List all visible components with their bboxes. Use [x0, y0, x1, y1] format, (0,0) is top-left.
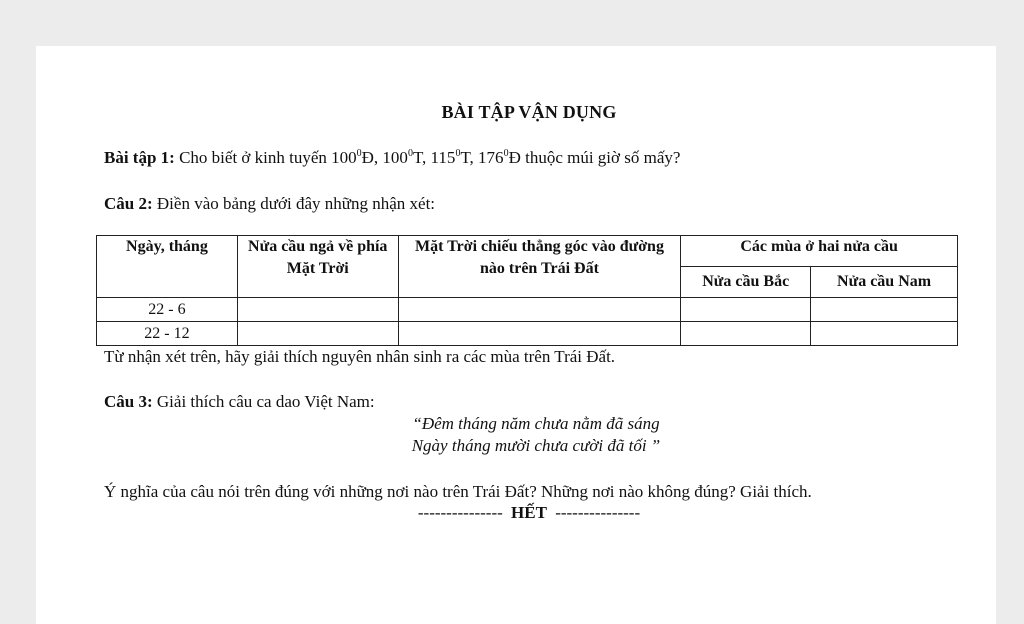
header-north: Nửa cầu Bắc — [681, 267, 811, 298]
degree-sup: 0 — [455, 148, 461, 159]
degree-sup: 0 — [407, 148, 413, 159]
after-table-text: Từ nhận xét trên, hãy giải thích nguyên nhân sinh ra các mùa trên Trái Đất. — [104, 347, 616, 366]
answer-cell[interactable] — [681, 322, 811, 346]
header-date: Ngày, tháng — [97, 236, 238, 298]
answer-cell[interactable] — [811, 298, 958, 322]
header-sun: Mặt Trời chiếu thẳng góc vào đường nào trên Trái Đất — [398, 236, 681, 298]
table-row — [97, 322, 958, 346]
answer-cell[interactable] — [811, 322, 958, 346]
question-3-label: Câu 3: — [104, 392, 153, 411]
exercise-1-text: T, 176 — [460, 148, 504, 167]
question-2-label: Câu 2: — [104, 194, 153, 213]
end-dashes-left: --------------- — [417, 503, 503, 522]
exercise-1-text: Đ, 100 — [361, 148, 408, 167]
page-title: BÀI TẬP VẬN DỤNG — [441, 102, 617, 122]
meaning-question: Ý nghĩa của câu nói trên đúng với những nơi nào trên Trái Đất? Những nơi nào không đúng? Giải thích. — [104, 482, 812, 501]
row-date: 22 - 12 — [97, 322, 238, 346]
header-seasons: Các mùa ở hai nửa cầu — [681, 236, 958, 267]
table-row — [97, 298, 958, 322]
folk-verse-line-1: “Đêm tháng năm chưa nằm đã sáng — [412, 414, 660, 433]
folk-verse-line-2: Ngày tháng mười chưa cười đã tối ” — [411, 436, 661, 455]
end-marker — [36, 503, 1022, 523]
end-label: HẾT — [511, 503, 547, 522]
exercise-1-text: Đ thuộc múi giờ số mấy? — [508, 148, 681, 167]
degree-sup: 0 — [356, 148, 362, 159]
question-3 — [104, 392, 375, 412]
observation-table — [96, 235, 958, 346]
answer-cell[interactable] — [237, 298, 398, 322]
question-2-text: Điền vào bảng dưới đây những nhận xét: — [152, 194, 436, 213]
answer-cell[interactable] — [237, 322, 398, 346]
end-dashes-right: --------------- — [555, 503, 641, 522]
exercise-1 — [104, 148, 680, 168]
exercise-1-text: Cho biết ở kinh tuyến 100 — [174, 148, 357, 167]
question-3-text: Giải thích câu ca dao Việt Nam: — [152, 392, 375, 411]
degree-sup: 0 — [503, 148, 509, 159]
answer-cell[interactable] — [398, 322, 681, 346]
exercise-1-label: Bài tập 1: — [104, 148, 175, 167]
exercise-1-text: T, 115 — [412, 148, 456, 167]
document-page — [36, 46, 996, 624]
question-2 — [104, 194, 435, 214]
header-south: Nửa cầu Nam — [811, 267, 958, 298]
answer-cell[interactable] — [398, 298, 681, 322]
row-date: 22 - 6 — [97, 298, 238, 322]
answer-cell[interactable] — [681, 298, 811, 322]
header-tilt: Nửa cầu ngả về phía Mặt Trời — [237, 236, 398, 298]
